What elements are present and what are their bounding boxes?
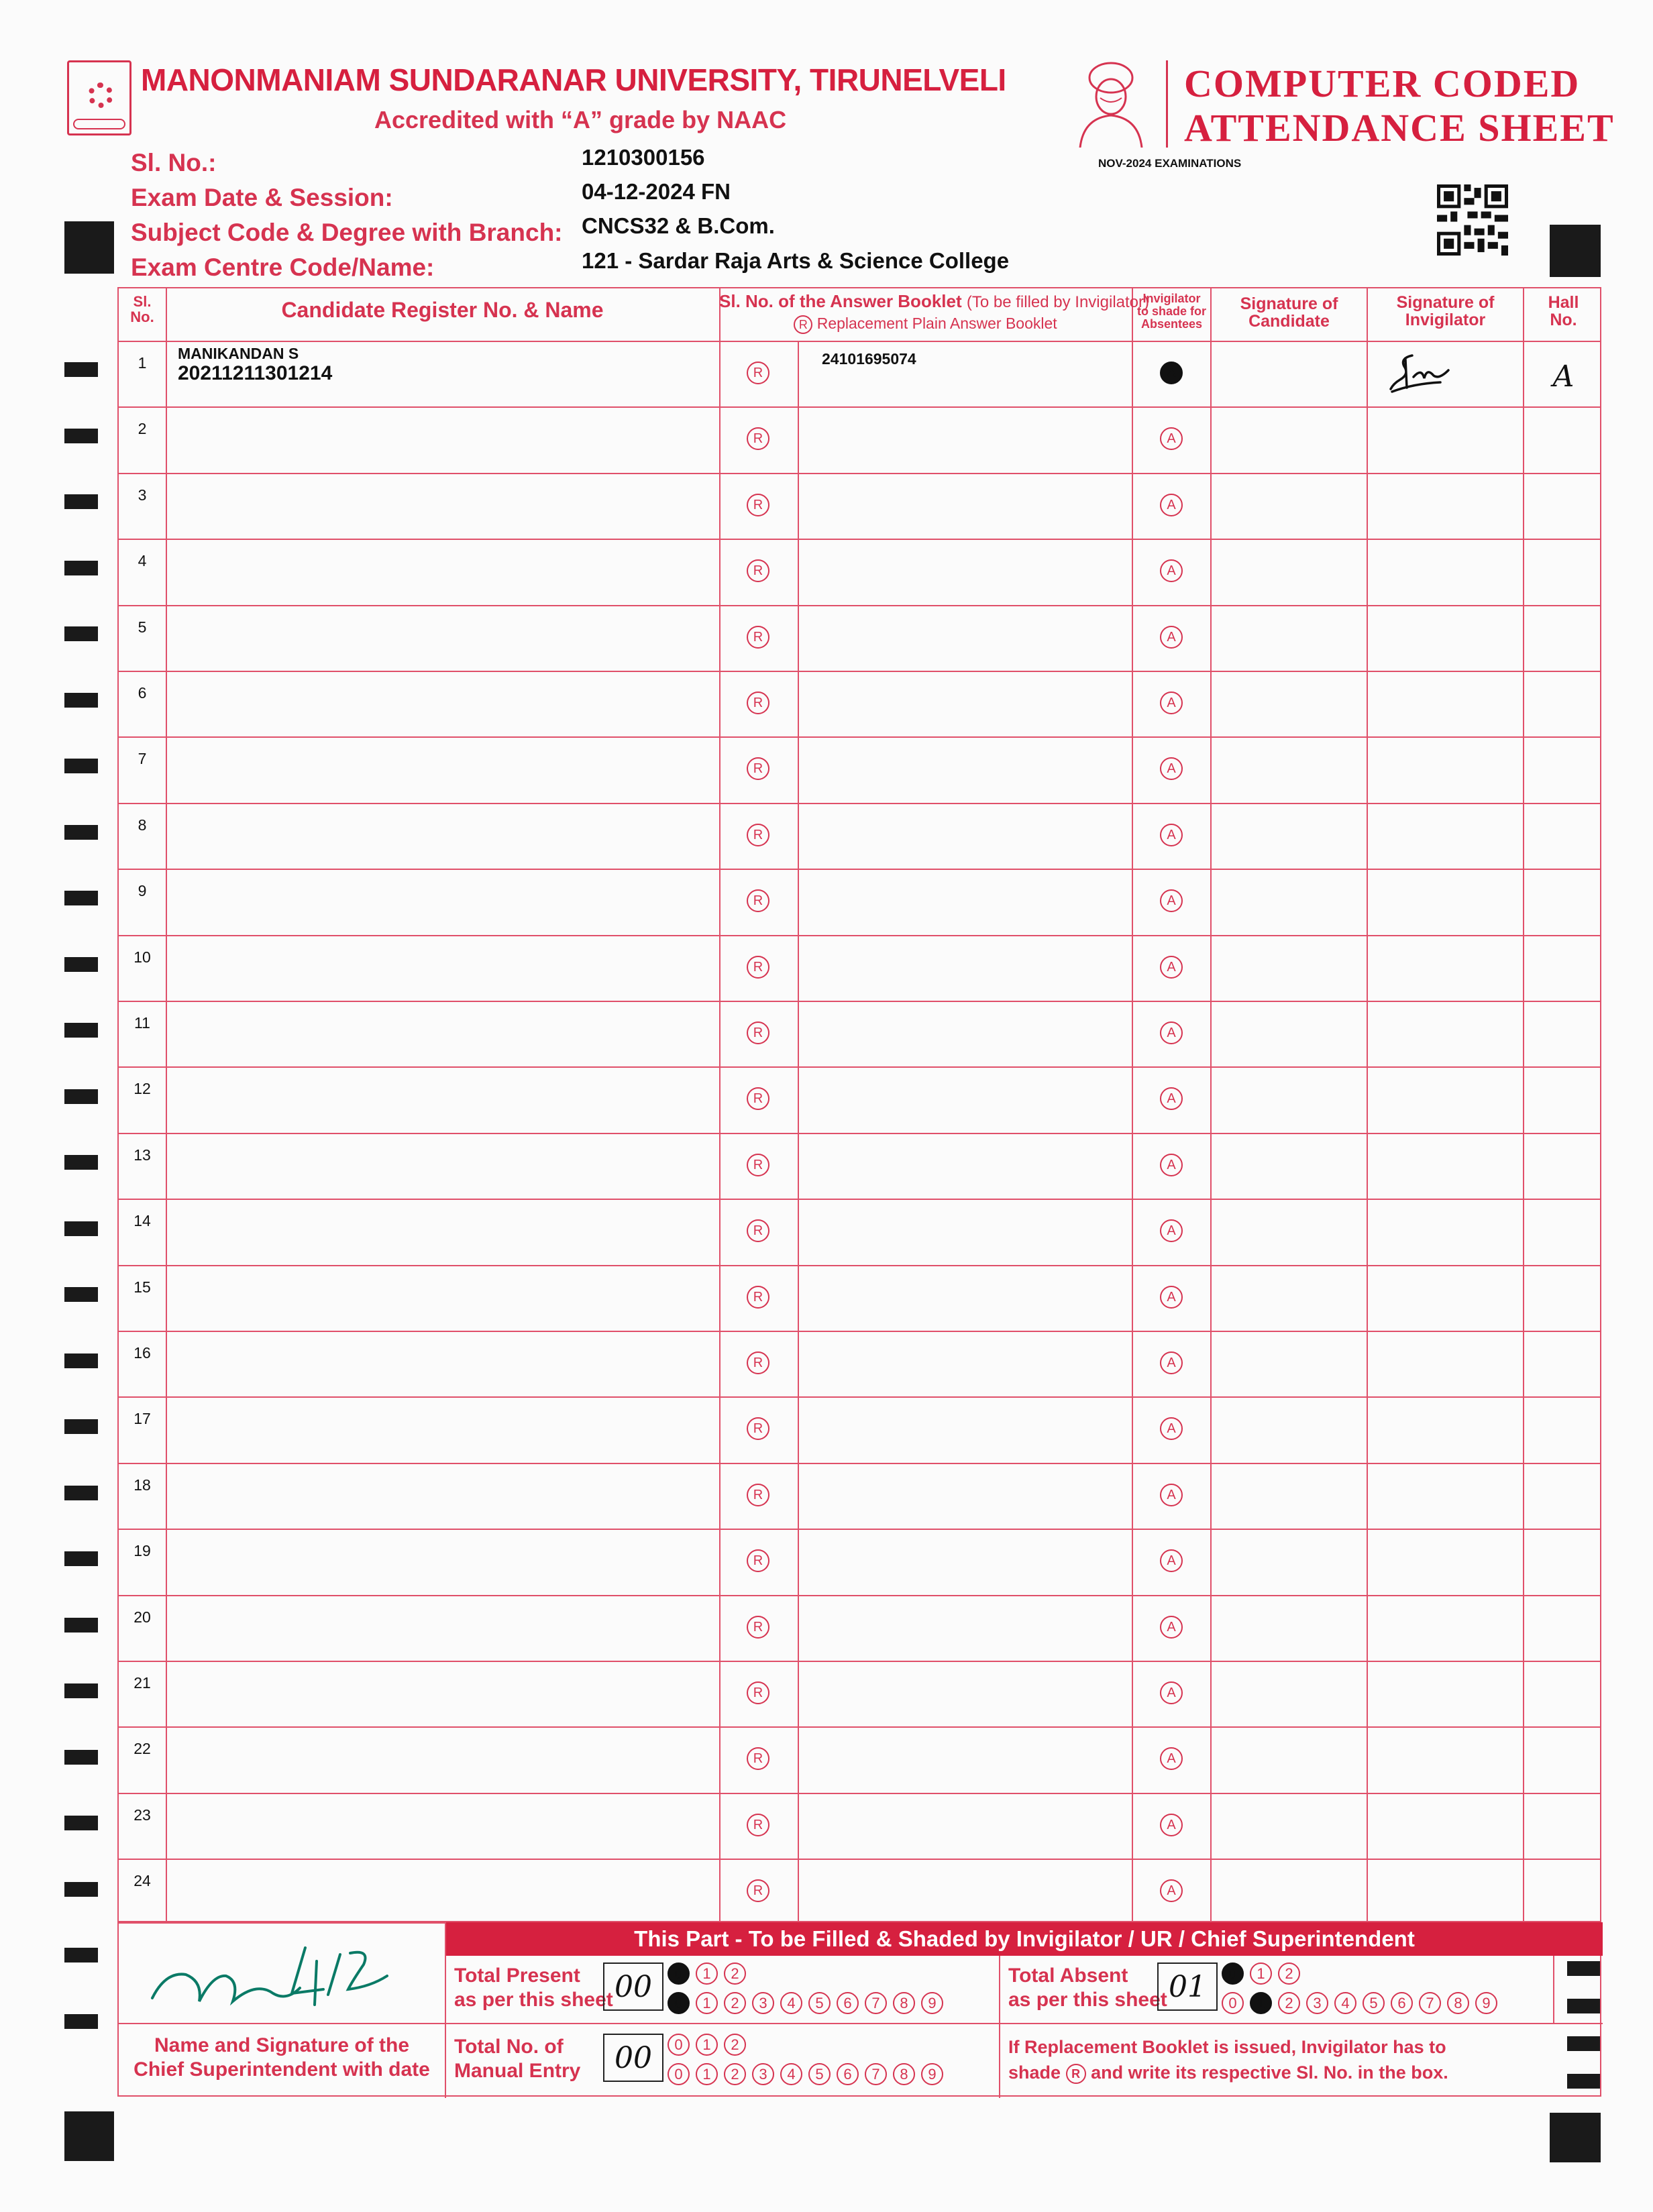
row-divider xyxy=(119,935,1600,936)
absent-bubble[interactable]: A xyxy=(1160,1286,1183,1309)
exam-date-value: 04-12-2024 FN xyxy=(582,179,731,204)
row-sl-no: 23 xyxy=(134,1806,151,1824)
absent-units-bubble-3[interactable]: 3 xyxy=(1306,1992,1328,2014)
col-divider xyxy=(1210,288,1212,1922)
present-count-box[interactable]: 00 xyxy=(603,1962,663,2011)
present-units-bubble-7[interactable]: 7 xyxy=(865,1992,887,2014)
header-sig-invigilator xyxy=(1368,294,1523,329)
timing-mark-left xyxy=(64,1221,98,1236)
note-r-icon: R xyxy=(1066,2064,1086,2084)
timing-mark-left xyxy=(64,1816,98,1830)
timing-mark-left xyxy=(64,1948,98,1962)
row-divider xyxy=(119,1726,1600,1728)
absent-units-bubble-5[interactable]: 5 xyxy=(1363,1992,1385,2014)
absent-units-bubble-7[interactable]: 7 xyxy=(1419,1992,1441,2014)
chief-label-line2: Chief Superintendent with date xyxy=(134,2058,430,2081)
header-replacement xyxy=(719,315,1132,334)
replacement-bubble[interactable]: R xyxy=(747,1021,769,1044)
replacement-bubble[interactable]: R xyxy=(747,559,769,582)
absent-units-bubble-2[interactable]: 2 xyxy=(1278,1992,1300,2014)
summary-divider xyxy=(445,1922,446,2098)
row-divider xyxy=(119,803,1600,804)
absent-bubble[interactable]: A xyxy=(1160,824,1183,846)
timing-mark-left xyxy=(64,1155,98,1170)
header-sl-no xyxy=(119,294,166,325)
absent-bubble[interactable]: A xyxy=(1160,1879,1183,1902)
header-sig-invig-line2: Invigilator xyxy=(1405,311,1486,330)
col-divider xyxy=(798,341,799,1922)
absent-bubble[interactable]: A xyxy=(1160,1154,1183,1176)
present-label-line2: as per this sheet xyxy=(454,1989,613,2011)
row-sl-no: 20 xyxy=(134,1608,151,1626)
present-units-bubble-5[interactable]: 5 xyxy=(808,1992,831,2014)
header-divider xyxy=(1166,60,1168,148)
row-divider xyxy=(119,869,1600,870)
col-divider xyxy=(1367,288,1368,1922)
sl-no-value: 1210300156 xyxy=(582,145,705,170)
row-divider xyxy=(119,1859,1600,1860)
present-units-bubbles xyxy=(668,1992,943,2014)
logo-scroll xyxy=(73,119,125,129)
absent-bubble[interactable]: A xyxy=(1160,1351,1183,1374)
summary-divider xyxy=(119,2023,446,2024)
row-divider xyxy=(119,1529,1600,1530)
sheet-title-line2: ATTENDANCE SHEET xyxy=(1184,106,1615,150)
absent-bubble[interactable]: A xyxy=(1160,1484,1183,1506)
replacement-bubble[interactable]: R xyxy=(747,1681,769,1704)
replacement-bubble[interactable]: R xyxy=(747,824,769,846)
replacement-bubble[interactable]: R xyxy=(747,1286,769,1309)
header-sig-candidate-line1: Signature of xyxy=(1240,294,1338,313)
replacement-bubble[interactable]: R xyxy=(747,362,769,384)
timing-mark-left xyxy=(64,825,98,840)
row-sl-no: 19 xyxy=(134,1542,151,1560)
corner-marker-top-left xyxy=(64,221,114,274)
replacement-bubble[interactable]: R xyxy=(747,1351,769,1374)
replacement-bubble[interactable]: R xyxy=(747,1814,769,1836)
timing-mark-left xyxy=(64,429,98,443)
col-divider xyxy=(1132,288,1133,1922)
summary-section xyxy=(117,1921,1601,2097)
row-sl-no: 1 xyxy=(138,354,147,372)
header-invig-line3: Absentees xyxy=(1140,317,1203,331)
summary-banner: This Part - To be Filled & Shaded by Invigilator / UR / Chief Superintendent xyxy=(446,1922,1603,1956)
row-divider xyxy=(119,1793,1600,1794)
absent-bubble[interactable]: A xyxy=(1160,1747,1183,1770)
header-sl-no-line2: No. xyxy=(130,309,154,326)
present-tens-bubbles xyxy=(668,1962,746,1985)
timing-mark-left xyxy=(64,1419,98,1434)
row-sl-no: 24 xyxy=(134,1872,151,1890)
absent-bubble[interactable]: A xyxy=(1160,889,1183,912)
candidate-register-no: 20211211301214 xyxy=(178,362,333,384)
absent-tens-bubble-1[interactable]: 1 xyxy=(1250,1962,1272,1985)
row-divider xyxy=(119,1463,1600,1464)
manual-units-bubble-5[interactable]: 5 xyxy=(808,2063,831,2085)
manual-units-bubble-8[interactable]: 8 xyxy=(893,2063,915,2085)
invigilator-signature xyxy=(1387,350,1467,397)
header-sig-invig-line1: Signature of xyxy=(1396,293,1495,312)
header-invig-line1: Invigilator xyxy=(1142,292,1201,305)
replacement-bubble[interactable]: R xyxy=(747,1417,769,1440)
header-hall-line2: No. xyxy=(1550,311,1577,330)
replacement-bubble[interactable]: R xyxy=(747,494,769,516)
row-sl-no: 13 xyxy=(134,1146,151,1164)
header-invig-line2: to shade for xyxy=(1136,304,1206,318)
timing-mark-left xyxy=(64,891,98,905)
absent-bubble[interactable]: A xyxy=(1160,1549,1183,1572)
accreditation-text: Accredited with “A” grade by NAAC xyxy=(374,106,787,133)
absent-units-bubble-4[interactable]: 4 xyxy=(1334,1992,1356,2014)
row-sl-no: 10 xyxy=(134,948,151,966)
hall-no-value: A xyxy=(1552,360,1575,394)
absent-bubble[interactable]: A xyxy=(1160,1616,1183,1639)
absent-bubble[interactable]: A xyxy=(1160,1219,1183,1242)
present-units-bubble-9[interactable]: 9 xyxy=(921,1992,943,2014)
manual-units-bubble-3[interactable]: 3 xyxy=(752,2063,774,2085)
examinations-label: NOV-2024 EXAMINATIONS xyxy=(1098,157,1242,170)
row-divider xyxy=(119,1066,1600,1068)
absent-bubble[interactable]: A xyxy=(1160,1021,1183,1044)
manual-tens-bubble-2[interactable]: 2 xyxy=(724,2034,746,2056)
replacement-bubble[interactable]: R xyxy=(747,1879,769,1902)
header-replacement-text: Replacement Plain Answer Booklet xyxy=(816,315,1057,332)
corner-marker-top-right xyxy=(1550,225,1601,277)
manual-units-bubble-9[interactable]: 9 xyxy=(921,2063,943,2085)
sheet-title-line1: COMPUTER CODED xyxy=(1184,62,1581,105)
timing-mark-left xyxy=(64,494,98,509)
absent-count-box[interactable]: 01 xyxy=(1157,1962,1218,2011)
timing-mark-left xyxy=(64,1089,98,1104)
timing-mark-left xyxy=(64,1551,98,1566)
absent-bubble[interactable]: A xyxy=(1160,956,1183,979)
chief-signature xyxy=(139,1934,421,2018)
present-tens-bubble-1[interactable]: 1 xyxy=(696,1962,718,1985)
row-sl-no: 22 xyxy=(134,1740,151,1758)
row-divider xyxy=(119,671,1600,672)
absent-label-line1: Total Absent xyxy=(1008,1965,1128,1987)
row-divider xyxy=(119,1199,1600,1200)
absent-bubble[interactable]: A xyxy=(1160,1417,1183,1440)
row-divider xyxy=(119,1396,1600,1398)
present-tens-bubble-2[interactable]: 2 xyxy=(724,1962,746,1985)
timing-mark-left xyxy=(64,957,98,972)
manual-units-bubble-0[interactable]: 0 xyxy=(668,2063,690,2085)
founder-portrait-icon xyxy=(1067,58,1154,148)
timing-mark-left xyxy=(64,1683,98,1698)
university-name: MANONMANIAM SUNDARANAR UNIVERSITY, TIRUNELVELI xyxy=(141,62,1006,97)
header-sig-candidate xyxy=(1212,295,1367,331)
timing-mark-left xyxy=(64,2014,98,2029)
present-units-bubble-1[interactable]: 1 xyxy=(696,1992,718,2014)
corner-marker-bottom-right xyxy=(1550,2113,1601,2162)
present-label xyxy=(454,1964,613,2012)
university-logo xyxy=(67,60,131,135)
manual-units-bubble-7[interactable]: 7 xyxy=(865,2063,887,2085)
header-booklet-main: Sl. No. of the Answer Booklet xyxy=(719,291,962,311)
timing-mark-left xyxy=(64,362,98,377)
absent-label xyxy=(1008,1964,1167,2012)
row-divider xyxy=(119,1001,1600,1002)
sheet-title xyxy=(1184,62,1615,150)
present-units-bubble-4[interactable]: 4 xyxy=(780,1992,802,2014)
absent-bubble[interactable]: A xyxy=(1160,362,1183,384)
manual-label-line1: Total No. of xyxy=(454,2036,564,2058)
col-divider xyxy=(719,288,721,1922)
attendance-table xyxy=(117,287,1601,1924)
replacement-r-icon: R xyxy=(794,315,812,334)
absent-units-bubble-6[interactable]: 6 xyxy=(1391,1992,1413,2014)
timing-mark-left xyxy=(64,1486,98,1500)
row-sl-no: 8 xyxy=(138,816,147,834)
centre-label: Exam Centre Code/Name: xyxy=(131,254,435,281)
row-divider xyxy=(119,1661,1600,1662)
replacement-note-line1: If Replacement Booklet is issued, Invigilator has to xyxy=(1008,2037,1446,2057)
row-divider xyxy=(119,1595,1600,1596)
replacement-bubble[interactable]: R xyxy=(747,692,769,714)
replacement-bubble[interactable]: R xyxy=(747,1219,769,1242)
replacement-bubble[interactable]: R xyxy=(747,1747,769,1770)
timing-mark-left xyxy=(64,1618,98,1633)
present-units-bubble-3[interactable]: 3 xyxy=(752,1992,774,2014)
absent-bubble[interactable]: A xyxy=(1160,757,1183,780)
row-sl-no: 3 xyxy=(138,486,147,504)
header-candidate: Candidate Register No. & Name xyxy=(281,298,604,322)
row-sl-no: 17 xyxy=(134,1410,151,1428)
manual-units-bubbles xyxy=(668,2063,943,2085)
manual-units-bubble-4[interactable]: 4 xyxy=(780,2063,802,2085)
row-sl-no: 16 xyxy=(134,1344,151,1362)
absent-bubble[interactable]: A xyxy=(1160,1814,1183,1836)
row-divider xyxy=(119,406,1600,408)
timing-mark-left xyxy=(64,693,98,708)
timing-mark-left xyxy=(64,1750,98,1765)
chief-label xyxy=(119,2034,445,2082)
row-sl-no: 5 xyxy=(138,618,147,636)
absent-bubble[interactable]: A xyxy=(1160,626,1183,649)
absent-bubble[interactable]: A xyxy=(1160,1087,1183,1110)
row-divider xyxy=(119,539,1600,540)
sl-no-label: Sl. No.: xyxy=(131,149,217,176)
exam-date-label: Exam Date & Session: xyxy=(131,184,393,211)
manual-tens-bubble-1[interactable]: 1 xyxy=(696,2034,718,2056)
row-sl-no: 12 xyxy=(134,1080,151,1098)
centre-value: 121 - Sardar Raja Arts & Science College xyxy=(582,248,1010,273)
row-divider xyxy=(119,473,1600,474)
present-label-line1: Total Present xyxy=(454,1965,580,1987)
timing-mark-left xyxy=(64,626,98,641)
timing-mark-left xyxy=(64,759,98,773)
manual-tens-bubble-0[interactable]: 0 xyxy=(668,2034,690,2056)
header-sl-no-line1: Sl. xyxy=(133,293,152,310)
replacement-bubble[interactable]: R xyxy=(747,626,769,649)
replacement-bubble[interactable]: R xyxy=(747,757,769,780)
answer-booklet-no: 24101695074 xyxy=(822,350,916,368)
row-divider xyxy=(119,736,1600,738)
header-booklet xyxy=(719,291,1149,311)
manual-label xyxy=(454,2035,580,2083)
present-tens-bubble-0[interactable]: 0 xyxy=(668,1962,690,1985)
summary-divider xyxy=(999,1956,1000,2098)
replacement-bubble[interactable]: R xyxy=(747,889,769,912)
subject-value: CNCS32 & B.Com. xyxy=(582,213,775,238)
present-units-bubble-8[interactable]: 8 xyxy=(893,1992,915,2014)
replacement-bubble[interactable]: R xyxy=(747,956,769,979)
replacement-bubble[interactable]: R xyxy=(747,1154,769,1176)
absent-units-bubble-1[interactable]: 1 xyxy=(1250,1992,1272,2014)
present-units-bubble-0[interactable]: 0 xyxy=(668,1992,690,2014)
row-sl-no: 15 xyxy=(134,1278,151,1296)
note-shade-text: shade xyxy=(1008,2062,1061,2083)
absent-tens-bubble-0[interactable]: 0 xyxy=(1222,1962,1244,1985)
absent-label-line2: as per this sheet xyxy=(1008,1989,1167,2011)
summary-divider xyxy=(1553,1956,1554,2023)
col-divider xyxy=(1523,288,1524,1922)
row-divider xyxy=(119,341,1600,342)
row-sl-no: 6 xyxy=(138,684,147,702)
header-booklet-note: (To be filled by Invigilator) xyxy=(966,293,1149,311)
row-sl-no: 2 xyxy=(138,420,147,438)
manual-units-bubble-1[interactable]: 1 xyxy=(696,2063,718,2085)
absent-bubble[interactable]: A xyxy=(1160,559,1183,582)
summary-divider xyxy=(446,2023,1603,2024)
absent-units-bubble-0[interactable]: 0 xyxy=(1222,1992,1244,2014)
absent-units-bubble-8[interactable]: 8 xyxy=(1447,1992,1469,2014)
col-divider xyxy=(166,288,167,1922)
absent-units-bubble-9[interactable]: 9 xyxy=(1475,1992,1497,2014)
row-divider xyxy=(119,1331,1600,1332)
timing-mark-left xyxy=(64,1882,98,1897)
row-sl-no: 18 xyxy=(134,1476,151,1494)
header-invigilator-absent xyxy=(1133,292,1210,331)
row-divider xyxy=(119,605,1600,606)
row-sl-no: 9 xyxy=(138,882,147,900)
present-units-bubble-2[interactable]: 2 xyxy=(724,1992,746,2014)
absent-bubble[interactable]: A xyxy=(1160,692,1183,714)
absent-bubble[interactable]: A xyxy=(1160,427,1183,450)
row-sl-no: 21 xyxy=(134,1674,151,1692)
timing-mark-left xyxy=(64,1023,98,1038)
gear-emblem-icon xyxy=(88,82,113,108)
replacement-bubble[interactable]: R xyxy=(747,427,769,450)
note-rest-text: and write its respective Sl. No. in the box. xyxy=(1091,2062,1448,2083)
manual-label-line2: Manual Entry xyxy=(454,2060,581,2082)
corner-marker-bottom-left xyxy=(64,2111,114,2161)
row-divider xyxy=(119,1265,1600,1266)
absent-bubble[interactable]: A xyxy=(1160,494,1183,516)
manual-tens-bubbles xyxy=(668,2034,746,2056)
timing-mark-left xyxy=(64,561,98,575)
row-sl-no: 7 xyxy=(138,750,147,768)
chief-label-line1: Name and Signature of the xyxy=(154,2034,410,2056)
absent-tens-bubble-2[interactable]: 2 xyxy=(1278,1962,1300,1985)
replacement-note-line2 xyxy=(1008,2060,1448,2085)
present-units-bubble-6[interactable]: 6 xyxy=(837,1992,859,2014)
qr-code-icon xyxy=(1437,184,1508,256)
absent-units-bubbles xyxy=(1222,1992,1497,2014)
replacement-bubble[interactable]: R xyxy=(747,1087,769,1110)
replacement-bubble[interactable]: R xyxy=(747,1484,769,1506)
replacement-bubble[interactable]: R xyxy=(747,1616,769,1639)
timing-mark-left xyxy=(64,1353,98,1368)
replacement-bubble[interactable]: R xyxy=(747,1549,769,1572)
candidate-name: MANIKANDAN S xyxy=(178,345,299,362)
row-divider xyxy=(119,1133,1600,1134)
timing-mark-left xyxy=(64,1287,98,1302)
row-sl-no: 14 xyxy=(134,1212,151,1230)
manual-count-box[interactable]: 00 xyxy=(603,2034,663,2082)
header-hall-no xyxy=(1524,294,1603,329)
header-hall-line1: Hall xyxy=(1548,293,1579,312)
row-sl-no: 4 xyxy=(138,552,147,570)
subject-label: Subject Code & Degree with Branch: xyxy=(131,219,563,246)
absent-tens-bubbles xyxy=(1222,1962,1300,1985)
manual-units-bubble-2[interactable]: 2 xyxy=(724,2063,746,2085)
header-sig-candidate-line2: Candidate xyxy=(1248,312,1330,331)
row-sl-no: 11 xyxy=(134,1014,150,1032)
manual-units-bubble-6[interactable]: 6 xyxy=(837,2063,859,2085)
absent-bubble[interactable]: A xyxy=(1160,1681,1183,1704)
